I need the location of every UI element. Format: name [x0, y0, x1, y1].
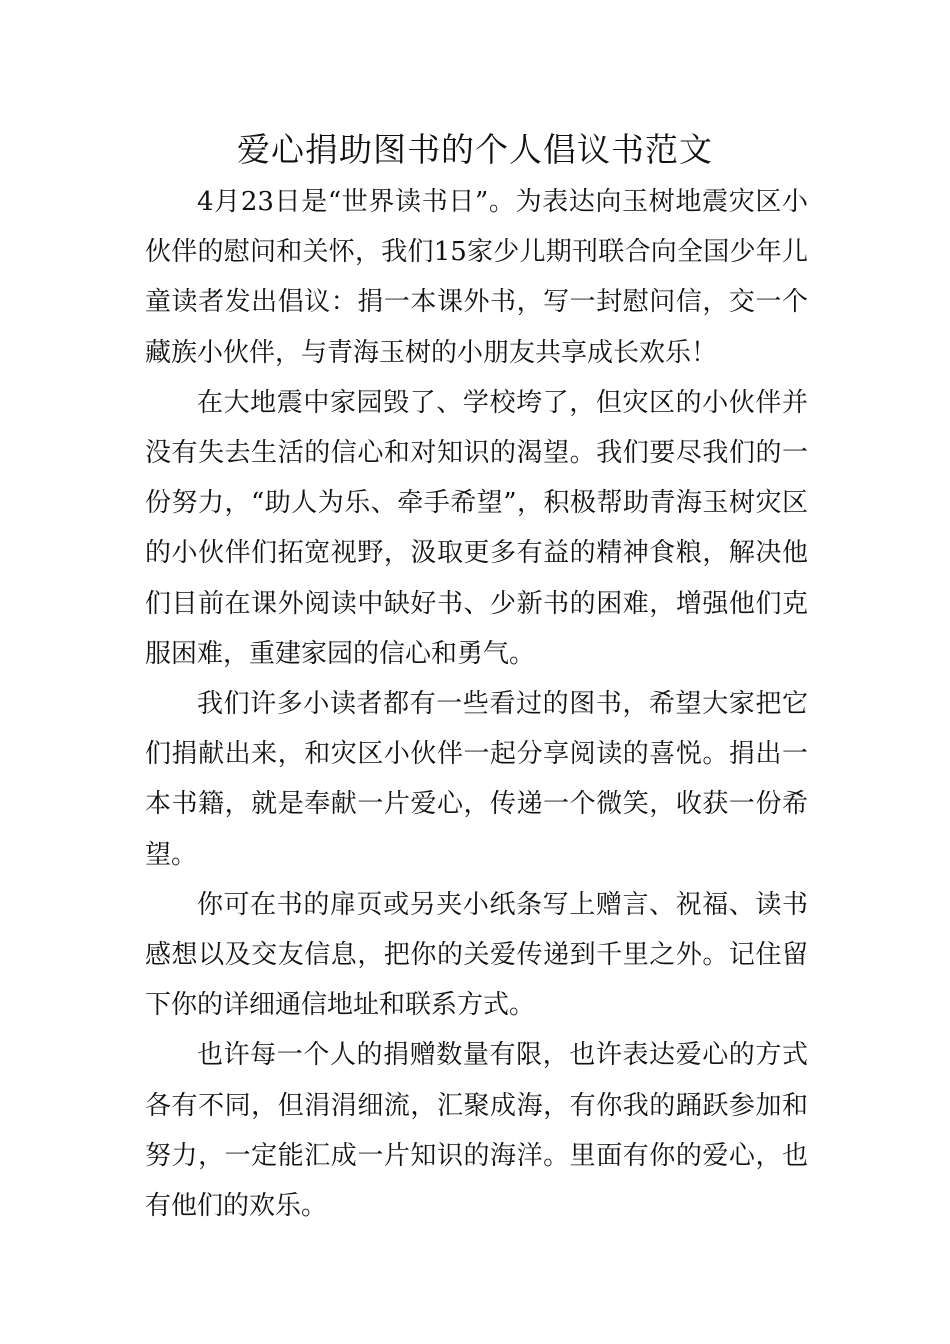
document-body — [145, 177, 808, 1231]
paragraph-5: 也许每一个人的捐赠数量有限，也许表达爱心的方式各有不同，但涓涓细流，汇聚成海，有你我的踊跃参加和努力，一定能汇成一片知识的海洋。里面有你的爱心，也有他们的欢乐。 — [145, 1040, 808, 1222]
paragraph-2: 在大地震中家园毁了、学校垮了，但灾区的小伙伴并没有失去生活的信心和对知识的渴望。我们要尽我们的一份努力，“助人为乐、牵手希望”，积极帮助青海玉树灾区的小伙伴们拓宽视野，汲取更多有益的精神食粮，解决他们目前在课外阅读中缺好书、少新书的困难，增强他们克服困难，重建家园的信心和勇气。 — [145, 387, 808, 669]
paragraph-3: 我们许多小读者都有一些看过的图书，希望大家把它们捐献出来，和灾区小伙伴一起分享阅读的喜悦。捐出一本书籍，就是奉献一片爱心，传递一个微笑，收获一份希望。 — [145, 689, 808, 870]
paragraph-1: 4月23日是“世界读书日”。为表达向玉树地震灾区小伙伴的慰问和关怀，我们15家少儿期刊联合向全国少年儿童读者发出倡议：捐一本课外书，写一封慰问信，交一个藏族小伙伴，与青海玉树的小朋友共享成长欢乐！ — [145, 187, 808, 368]
document-title: 爱心捐助图书的个人倡议书范文 — [237, 130, 713, 169]
paragraph-4: 你可在书的扉页或另夹小纸条写上赠言、祝福、读书感想以及交友信息，把你的关爱传递到千里之外。记住留下你的详细通信地址和联系方式。 — [145, 889, 808, 1021]
